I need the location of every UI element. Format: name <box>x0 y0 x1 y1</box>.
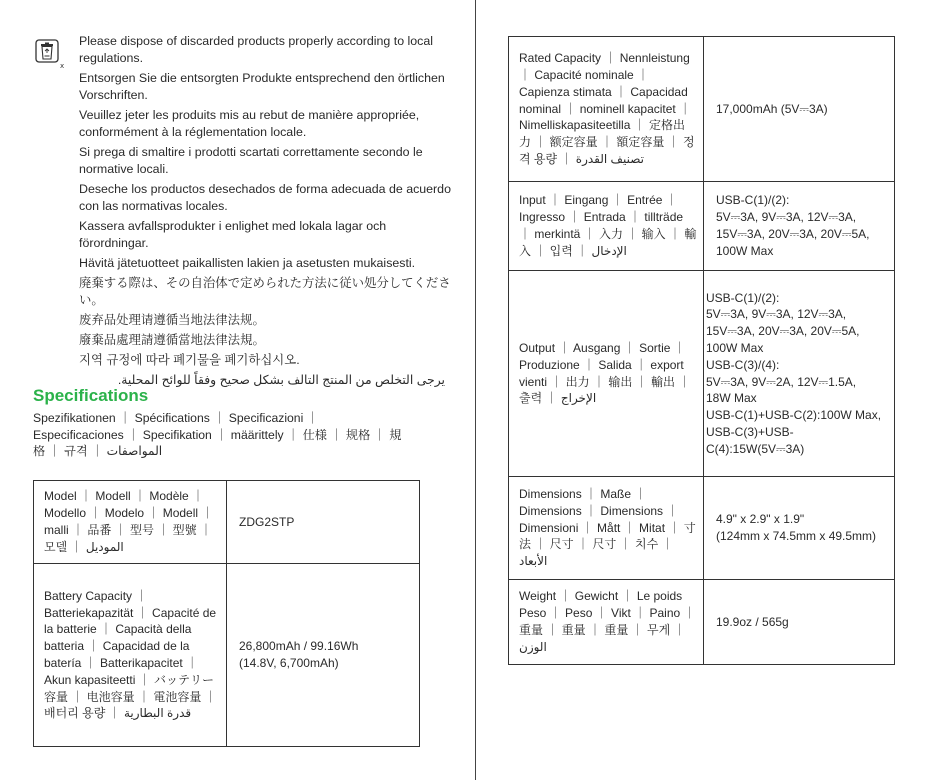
table-row-battery-capacity <box>34 564 420 747</box>
disposal-line-ja: 廃棄する際は、その自治体で定められた方法に従い処分してください。 <box>79 276 451 307</box>
disposal-notice <box>79 33 451 392</box>
rated-capacity-value: 17,000mAh (5V⎓3A) <box>704 37 895 182</box>
disposal-line-zh-hant: 廢棄品處理請遵循當地法律法規。 <box>79 333 265 347</box>
output-label: Output ｜ Ausgang ｜ Sortie ｜ Produzione ｜ Salida ｜ export vienti ｜ 出力 ｜ 输出 ｜ 輸出 ｜ 출력 ｜ الإخراج <box>509 271 704 477</box>
disposal-line-ko: 지역 규정에 따라 폐기물을 폐기하십시오. <box>79 353 300 367</box>
battery-capacity-value: 26,800mAh / 99.16Wh (14.8V, 6,700mAh) <box>227 564 420 747</box>
table-row-model <box>34 481 420 564</box>
dimensions-label: Dimensions ｜ Maße ｜ Dimensions ｜ Dimensions ｜ Dimensioni ｜ Mått ｜ Mitat ｜ 寸法 ｜ 尺寸 ｜ 尺寸 ｜ 치수 ｜ الأبعاد <box>509 477 704 580</box>
specifications-heading: Specifications <box>33 386 149 405</box>
table-row-input <box>509 182 895 271</box>
disposal-line-en: Please dispose of discarded products properly according to local regulations. <box>79 34 434 65</box>
spec-table-left <box>33 480 420 747</box>
table-row-dimensions <box>509 477 895 580</box>
spec-table-right <box>508 36 895 665</box>
table-row-output <box>509 271 895 477</box>
crossed-out-wheelie-bin-icon <box>33 37 65 71</box>
input-value: USB-C(1)/(2): 5V⎓3A, 9V⎓3A, 12V⎓3A, 15V⎓3A, 20V⎓3A, 20V⎓5A, 100W Max <box>704 182 895 271</box>
specifications-translations: Spezifikationen ｜ Spécifications ｜ Specificazioni ｜ Especificaciones ｜ Specifikation ｜ määrittely ｜ 仕様 ｜ 规格 ｜ 規格 ｜ 규격 ｜ المواصفات <box>33 411 402 458</box>
table-row-weight <box>509 580 895 665</box>
weight-label: Weight ｜ Gewicht ｜ Le poids Peso ｜ Peso ｜ Vikt ｜ Paino ｜ 重量 ｜ 重量 ｜ 重量 ｜ 무게 ｜ الوزن <box>509 580 704 665</box>
page-divider <box>475 0 476 780</box>
disposal-line-fi: Hävitä jätetuotteet paikallisten lakien ja asetusten mukaisesti. <box>79 256 416 270</box>
weight-value: 19.9oz / 565g <box>704 580 895 665</box>
dimensions-value: 4.9" x 2.9" x 1.9" (124mm x 74.5mm x 49.5mm) <box>704 477 895 580</box>
disposal-line-it: Si prega di smaltire i prodotti scartati correttamente secondo le normative locali. <box>79 145 423 176</box>
disposal-line-de: Entsorgen Sie die entsorgten Produkte entsprechend den örtlichen Vorschriften. <box>79 71 445 102</box>
disposal-line-es: Deseche los productos desechados de forma adecuada de acuerdo con las normativas locales. <box>79 182 451 213</box>
disposal-line-zh-hans: 废弃品处理请遵循当地法律法规。 <box>79 313 265 327</box>
disposal-line-sv: Kassera avfallsprodukter i enlighet med lokala lagar och förordningar. <box>79 219 387 250</box>
disposal-line-fr: Veuillez jeter les produits mis au rebut de manière appropriée, conformément à la réglementation locale. <box>79 108 420 139</box>
rated-capacity-label: Rated Capacity ｜ Nennleistung ｜ Capacité nominale ｜ Capienza stimata ｜ Capacidad nominal ｜ nominell kapacitet ｜ Nimelliskapasiteetilla ｜ 定格出力 ｜ 额定容量 ｜ 額定容量 ｜ 정격 용량 ｜ تصنيف القدرة <box>509 37 704 182</box>
battery-capacity-label: Battery Capacity ｜ Batteriekapazität ｜ Capacité de la batterie ｜ Capacità della batteria ｜ Capacidad de la batería ｜ Batterikapacitet ｜ Akun kapasiteetti ｜ バッテリー容量 ｜ 电池容量 ｜ 電池容量 ｜ 배터리 용량 ｜ قدرة البطارية <box>34 564 227 747</box>
output-value: USB-C(1)/(2): 5V⎓3A, 9V⎓3A, 12V⎓3A, 15V⎓3A, 20V⎓3A, 20V⎓5A, 100W Max USB-C(3)/(4): 5V⎓3A, 9V⎓2A, 12V⎓1.5A, 18W Max USB-C(1)+USB-C(2):100W Max, USB-C(3)+USB-C(4):15W(5V⎓3A) <box>704 271 895 477</box>
table-row-rated-capacity <box>509 37 895 182</box>
input-label: Input ｜ Eingang ｜ Entrée ｜ Ingresso ｜ Entrada ｜ tillträde ｜ merkintä ｜ 入力 ｜ 输入 ｜ 輸入 ｜ 입력 ｜ الإدخال <box>509 182 704 271</box>
model-value: ZDG2STP <box>227 481 420 564</box>
svg-text:x: x <box>60 62 65 70</box>
disposal-line-ar: يرجى التخلص من المنتج التالف بشكل صحيح وفقاً للوائح المحلية. <box>117 373 445 387</box>
model-label: Model ｜ Modell ｜ Modèle ｜ Modello ｜ Modelo ｜ Modell ｜ malli ｜ 品番 ｜ 型号 ｜ 型號 ｜ 모델 ｜ الموديل <box>34 481 227 564</box>
